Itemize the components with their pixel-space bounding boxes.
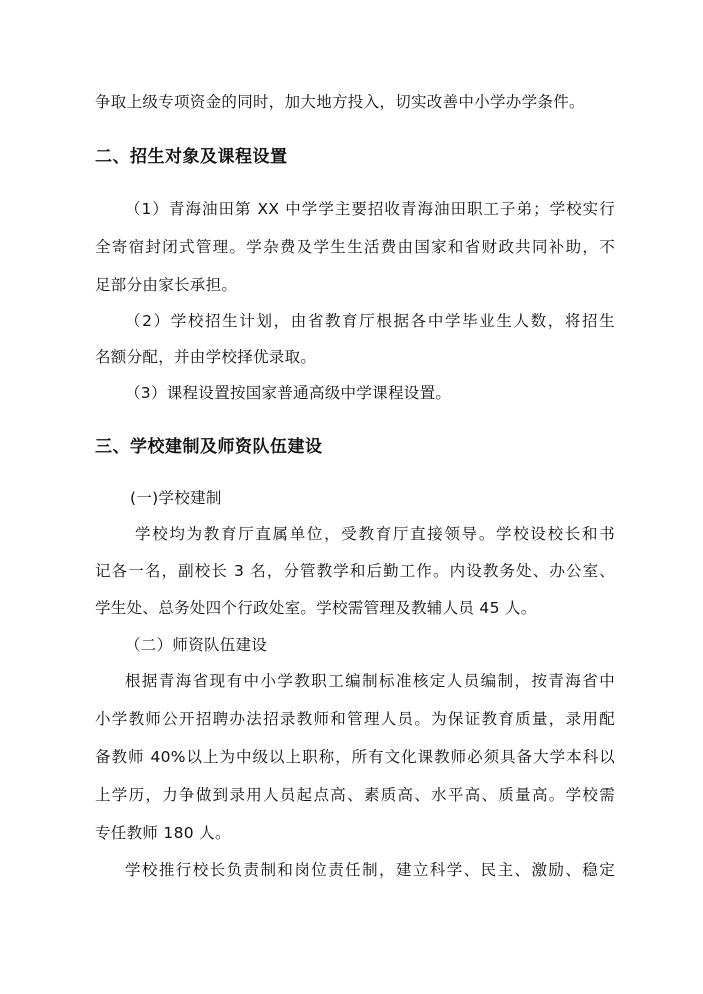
- subsection-title-school-structure: (一)学校建制: [130, 489, 222, 507]
- teaching-staff-line: 专任教师 180 人。: [95, 824, 231, 842]
- teaching-staff-line: 小学教师公开招聘办法招录教师和管理人员。为保证教育质量，录用配: [95, 710, 615, 728]
- section-heading-enrollment: 二、招生对象及课程设置: [95, 147, 288, 167]
- school-structure-line: 学校均为教育厅直属单位，受教育厅直接领导。学校设校长和书: [135, 525, 615, 543]
- enrollment-item-1-line: 足部分由家长承担。: [95, 276, 238, 294]
- teaching-staff-line: 备教师 40%以上为中级以上职称，所有文化课教师必须具备大学本科以: [95, 748, 615, 766]
- school-structure-line: 学生处、总务处四个行政处室。学校需管理及教辅人员 45 人。: [95, 599, 537, 617]
- school-structure-line: 记各一名，副校长 3 名，分管教学和后勤工作。内设教务处、办公室、: [95, 562, 615, 580]
- subsection-title-teaching-staff: （二）师资队伍建设: [125, 636, 268, 654]
- intro-paragraph-line: 争取上级专项资金的同时，加大地方投入，切实改善中小学办学条件。: [95, 93, 585, 111]
- responsibility-paragraph-line: 学校推行校长负责制和岗位责任制，建立科学、民主、激励、稳定: [125, 861, 615, 879]
- section-heading-school-structure: 三、学校建制及师资队伍建设: [95, 437, 323, 457]
- enrollment-item-2-line: （2）学校招生计划，由省教育厅根据各中学毕业生人数，将招生: [125, 312, 615, 330]
- teaching-staff-line: 根据青海省现有中小学教职工编制标准核定人员编制，按青海省中: [125, 672, 615, 690]
- enrollment-item-1-line: 全寄宿封闭式管理。学杂费及学生生活费由国家和省财政共同补助，不: [95, 238, 615, 256]
- enrollment-item-1-line: （1）青海油田第 XX 中学学主要招收青海油田职工子弟；学校实行: [125, 200, 615, 218]
- enrollment-item-2-line: 名额分配，并由学校择优录取。: [95, 348, 317, 366]
- teaching-staff-line: 上学历，力争做到录用人员起点高、素质高、水平高、质量高。学校需: [95, 786, 615, 804]
- enrollment-item-3-line: （3）课程设置按国家普通高级中学课程设置。: [125, 384, 452, 402]
